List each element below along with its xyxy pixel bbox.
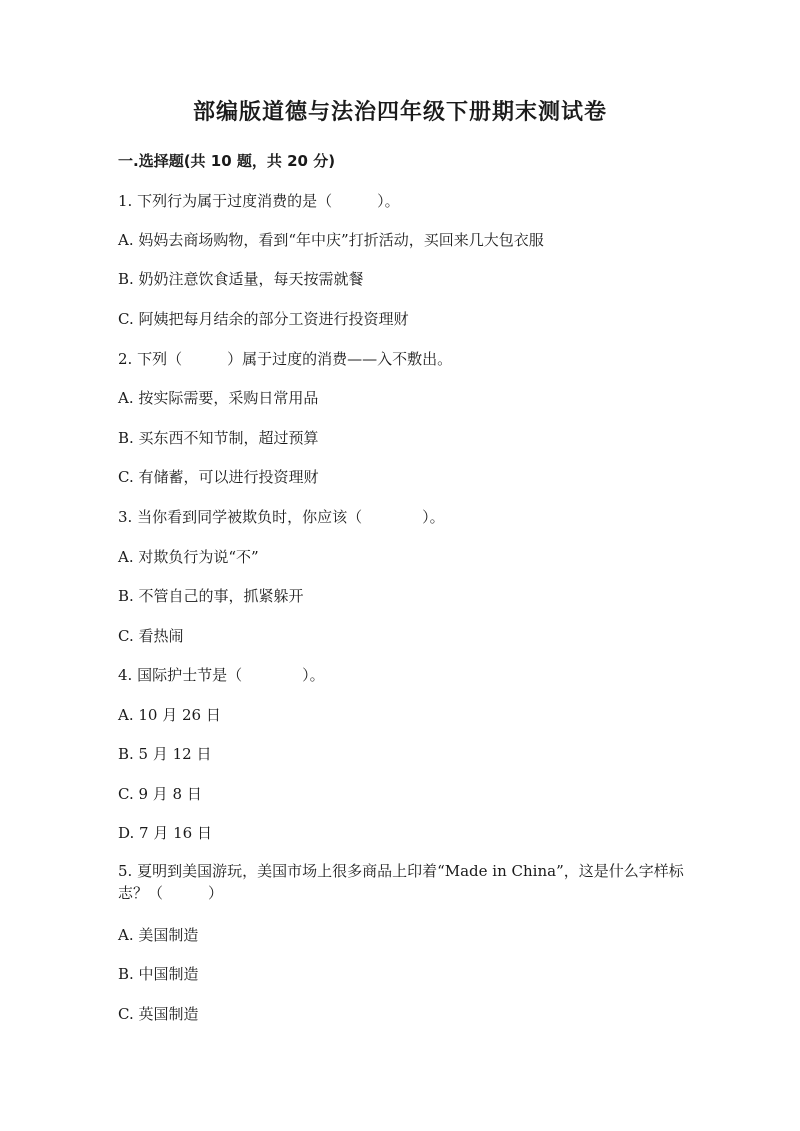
answer-option: C. 看热闹 — [118, 627, 184, 645]
section-heading: 一.选择题(共 10 题，共 20 分) — [118, 152, 336, 170]
answer-option: A. 妈妈去商场购物，看到“年中庆”打折活动，买回来几大包衣服 — [118, 231, 544, 249]
answer-option: B. 不管自己的事，抓紧躲开 — [118, 587, 304, 605]
document-title: 部编版道德与法治四年级下册期末测试卷 — [192, 100, 607, 125]
question-stem: 3. 当你看到同学被欺负时，你应该（ ）。 — [118, 508, 445, 526]
answer-option: B. 买东西不知节制，超过预算 — [118, 429, 319, 447]
answer-option: A. 美国制造 — [118, 926, 199, 944]
answer-option: A. 对欺负行为说“不” — [118, 548, 259, 566]
question-stem: 2. 下列（ ）属于过度的消费——入不敷出。 — [118, 350, 453, 368]
answer-option: C. 英国制造 — [118, 1005, 199, 1023]
answer-option: C. 有储蓄，可以进行投资理财 — [118, 468, 319, 486]
answer-option: C. 9 月 8 日 — [118, 785, 202, 803]
answer-option: B. 奶奶注意饮食适量，每天按需就餐 — [118, 270, 364, 288]
answer-option: C. 阿姨把每月结余的部分工资进行投资理财 — [118, 310, 409, 328]
answer-option: B. 中国制造 — [118, 965, 199, 983]
question-stem: 5. 夏明到美国游玩，美国市场上很多商品上印着“Made in China”，这是什么字样标志？（ ） — [118, 862, 684, 902]
question-stem: 4. 国际护士节是（ ）。 — [118, 666, 325, 684]
question-stem: 1. 下列行为属于过度消费的是（ ）。 — [118, 192, 400, 210]
answer-option: D. 7 月 16 日 — [118, 824, 212, 842]
answer-option: A. 10 月 26 日 — [118, 706, 221, 724]
answer-option: B. 5 月 12 日 — [118, 745, 212, 763]
answer-option: A. 按实际需要，采购日常用品 — [118, 389, 319, 407]
